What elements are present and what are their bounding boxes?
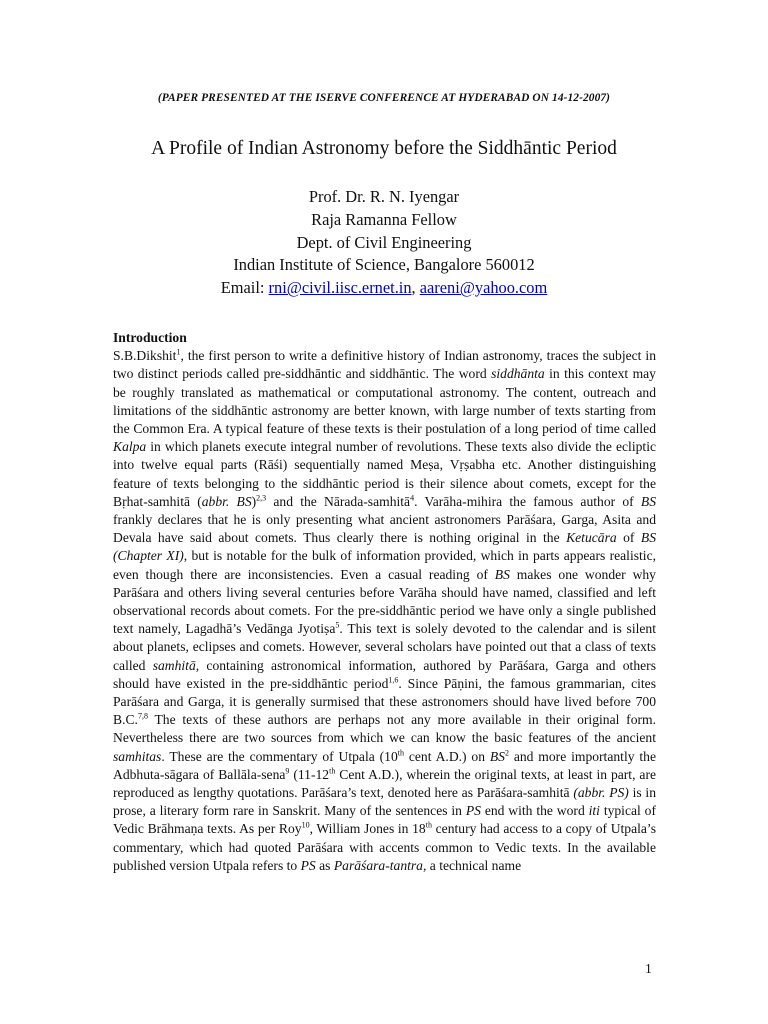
italic-term: Ketucāra xyxy=(566,530,617,546)
ordinal-suffix: th xyxy=(425,820,432,830)
text-run: and more importantly the Adbhuta-sāgara of Ballāla-sena xyxy=(113,748,656,782)
page-number: 1 xyxy=(645,961,652,976)
text-run: is in prose, a literary form rare in Sanskrit. Many of the sentences in xyxy=(113,785,657,819)
author-position: Raja Ramanna Fellow xyxy=(311,209,457,229)
text-run: . This text is solely devoted to the calendar and is silent about planets, eclipses and comets. However, several scholars have pointed out that a class of texts called xyxy=(113,621,657,673)
italic-term: samhitas xyxy=(113,748,162,764)
email-label: Email: xyxy=(220,278,269,298)
ordinal-suffix: th xyxy=(329,766,336,776)
text-run: cent A.D.) on xyxy=(404,748,490,764)
italic-term: samhitā xyxy=(152,657,196,673)
italic-term: (abbr. PS) xyxy=(573,785,629,801)
text-run: typical of Vedic Brāhmaṇa texts. As per Roy xyxy=(113,803,656,837)
italic-term: abbr. BS xyxy=(201,493,252,509)
text-run: The texts of these authors are perhaps not any more available in their original form. Nevertheless there are two sources from which we can know the basic features of the ancient xyxy=(113,712,656,746)
footnote-ref: 5 xyxy=(335,620,340,630)
text-run: end with the word xyxy=(480,803,589,819)
text-run: of xyxy=(616,530,641,546)
author-block xyxy=(0,186,768,300)
author-department: Dept. of Civil Engineering xyxy=(296,232,472,252)
footnote-ref: 4 xyxy=(410,493,415,503)
footnote-ref: 2 xyxy=(504,748,509,758)
text-run: and the Nārada-samhitā xyxy=(266,493,411,509)
italic-term: BS xyxy=(489,748,505,764)
introduction-paragraph xyxy=(113,347,656,875)
italic-term: PS xyxy=(300,857,316,873)
text-run: ) xyxy=(251,493,257,509)
italic-term: Parāśara-tantra xyxy=(333,857,423,873)
footnote-ref: 9 xyxy=(285,766,290,776)
text-run: century had access to a copy of Utpala’s commentary, which had quoted Parāśara with accents common to Vedic texts. In the available published version Utpala refers to xyxy=(113,821,656,873)
footnote-ref: 7,8 xyxy=(137,711,148,721)
text-run: S.B.Dikshit xyxy=(113,348,177,364)
footnote-ref: 2,3 xyxy=(256,493,267,503)
italic-term: BS xyxy=(640,493,657,509)
introduction-section xyxy=(113,329,656,875)
footnote-ref: 1,6 xyxy=(388,675,399,685)
section-heading-introduction: Introduction xyxy=(113,330,187,345)
text-run: makes one wonder why Parāśara and others living several centuries before Varāha should have named, classified and left observational records about comets. For the pre-siddhāntic period we have only a single published text namely, Lagadhā’s Vedānga Jyotiṣa xyxy=(113,566,656,637)
author-name: Prof. Dr. R. N. Iyengar xyxy=(308,187,460,206)
email-link-1[interactable]: rni@civil.iisc.ernet.in xyxy=(268,278,412,298)
text-run: , containing astronomical information, authored by Parāśara, Garga and others should have existed in the pre-siddhāntic period xyxy=(113,657,656,691)
paper-title: A Profile of Indian Astronomy before the Siddhāntic Period xyxy=(151,138,617,159)
text-run: (11-12 xyxy=(289,766,330,782)
italic-term: PS xyxy=(465,803,481,819)
text-run: . Since Pāṇini, the famous grammarian, cites Parāśara and Garga, it is generally surmised that these astronomers should have lived before 700 B.C. xyxy=(113,675,656,728)
text-run: as xyxy=(315,857,334,873)
text-run: , William Jones in 18 xyxy=(309,821,426,837)
footnote-ref: 1 xyxy=(176,347,181,357)
italic-term: Kalpa xyxy=(113,439,147,455)
conference-note: (PAPER PRESENTED AT THE ISERVE CONFERENCE AT HYDERABAD ON 14-12-2007) xyxy=(157,92,611,104)
text-run: , the first person to write a definitive history of Indian astronomy, traces the subject in two distinct periods called pre-siddhāntic and siddhāntic. The word xyxy=(113,348,656,382)
text-run: frankly declares that he is only presenting what ancient astronomers Parāśara, Garga, Asita and Devala have said about comets. Thus clearly there is nothing original in the xyxy=(113,512,656,546)
text-run: in this context may be roughly translated as mathematical or computational astronomy. The content, outreach and limitations of the siddhāntic astronomy are better known, with large number of texts starting from the Common Era. A typical feature of these texts is their postulation of a long period of time called xyxy=(113,366,656,437)
text-run: Cent A.D.), wherein the original texts, at least in part, are reproduced as lengthy quotations. Parāśara’s text, denoted here as Parāśara-samhitā xyxy=(113,766,656,801)
text-run: . Varāha-mihira the famous author of xyxy=(414,493,641,509)
footnote-ref: 10 xyxy=(301,820,310,830)
italic-term: iti xyxy=(588,803,600,819)
ordinal-suffix: th xyxy=(397,748,404,758)
italic-term: siddhānta xyxy=(491,366,545,382)
email-link-2[interactable]: aareni@yahoo.com xyxy=(419,278,548,298)
text-run: , but is notable for the bulk of information provided, which in parts appears realistic, even though there are inconsistencies. Even a casual reading of xyxy=(113,548,656,582)
email-separator: , xyxy=(411,278,420,298)
italic-term: BS (Chapter XI) xyxy=(113,530,656,564)
author-institute: Indian Institute of Science, Bangalore 560012 xyxy=(233,255,535,275)
text-run: , a technical name xyxy=(422,857,522,873)
author-email-line xyxy=(0,277,768,300)
italic-term: BS xyxy=(494,566,510,582)
text-run: in which planets execute integral number of revolutions. These texts also divide the ecliptic into twelve equal parts (Rāśi) sequentially named Meṣa, Vṛṣabha etc. Another distinguishing feature of texts belonging to the siddhāntic period is their silence about comets, except for the Bṛhat-samhitā ( xyxy=(113,439,656,509)
text-run: . These are the commentary of Utpala (10 xyxy=(161,748,398,764)
